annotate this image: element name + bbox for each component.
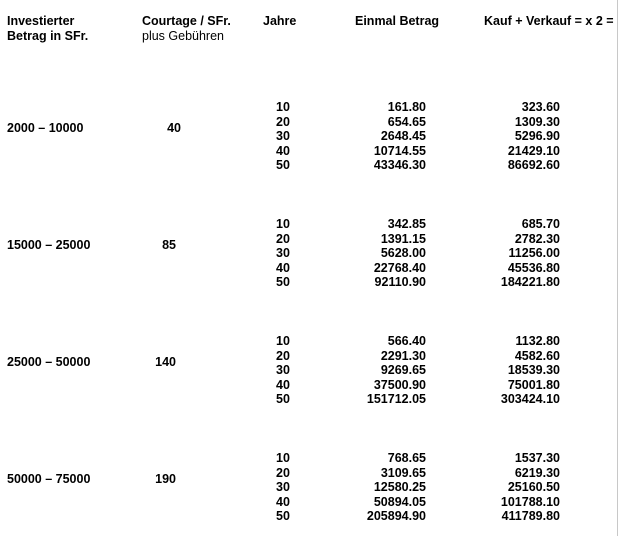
header-jahre: Jahre — [263, 14, 297, 28]
table-row — [0, 480, 617, 495]
einmal-cell: 2648.45 — [380, 129, 426, 144]
jahre-cell: 50 — [276, 158, 290, 173]
group-25000-50000 — [0, 334, 617, 414]
einmal-cell: 1391.15 — [380, 231, 426, 246]
kauf-verkauf-cell: 184221.80 — [500, 275, 560, 290]
range-label: 25000 – 50000 — [7, 355, 91, 369]
einmal-cell: 654.65 — [387, 114, 426, 129]
einmal-cell: 22768.40 — [373, 260, 426, 275]
header-investierter: Investierter — [7, 14, 75, 28]
kauf-verkauf-cell: 75001.80 — [507, 377, 560, 392]
group-2000-10000 — [0, 100, 617, 180]
table-row — [0, 363, 617, 378]
page-border — [617, 0, 618, 536]
table-row — [0, 509, 617, 524]
jahre-cell: 20 — [276, 231, 290, 246]
courtage-value: 140 — [155, 355, 176, 369]
header-plus-gebuehren: plus Gebühren — [142, 29, 225, 43]
kauf-verkauf-cell: 1309.30 — [514, 114, 560, 129]
kauf-verkauf-cell: 11256.00 — [508, 246, 560, 261]
table-row — [0, 334, 617, 349]
rows — [0, 217, 617, 290]
einmal-cell: 151712.05 — [366, 392, 426, 407]
kauf-verkauf-cell: 101788.10 — [500, 494, 560, 509]
table-row — [0, 466, 617, 481]
jahre-cell: 40 — [276, 494, 290, 509]
kauf-verkauf-cell: 5296.90 — [514, 129, 560, 144]
kauf-verkauf-cell: 2782.30 — [514, 231, 560, 246]
table-row — [0, 144, 617, 159]
group-50000-75000 — [0, 451, 617, 531]
jahre-cell: 10 — [276, 217, 290, 231]
jahre-cell: 40 — [276, 143, 290, 158]
kauf-verkauf-cell: 411789.80 — [501, 509, 560, 524]
einmal-cell: 43346.30 — [373, 158, 426, 173]
kauf-verkauf-cell: 323.60 — [521, 100, 560, 114]
table-row — [0, 392, 617, 407]
kauf-verkauf-cell: 303424.10 — [500, 392, 560, 407]
jahre-cell: 20 — [276, 114, 290, 129]
einmal-cell: 161.80 — [387, 100, 426, 114]
jahre-cell: 30 — [276, 480, 290, 495]
header-courtage: Courtage / SFr. — [142, 14, 231, 28]
jahre-cell: 20 — [276, 465, 290, 480]
einmal-cell: 12580.25 — [373, 480, 426, 495]
einmal-cell: 342.85 — [387, 217, 426, 231]
table-row — [0, 261, 617, 276]
jahre-cell: 50 — [276, 392, 290, 407]
table-row — [0, 246, 617, 261]
einmal-cell: 92110.90 — [374, 275, 426, 290]
courtage-value: 40 — [167, 121, 181, 135]
table-row — [0, 115, 617, 130]
range-label: 50000 – 75000 — [7, 472, 91, 486]
table-row — [0, 451, 617, 466]
jahre-cell: 50 — [276, 275, 290, 290]
rows — [0, 451, 617, 524]
rows — [0, 334, 617, 407]
einmal-cell: 50894.05 — [373, 494, 426, 509]
einmal-cell: 37500.90 — [373, 377, 426, 392]
courtage-value: 190 — [155, 472, 176, 486]
einmal-cell: 9269.65 — [380, 363, 426, 378]
jahre-cell: 30 — [276, 129, 290, 144]
jahre-cell: 10 — [276, 451, 290, 465]
group-15000-25000 — [0, 217, 617, 297]
range-label: 15000 – 25000 — [7, 238, 91, 252]
jahre-cell: 10 — [276, 100, 290, 114]
jahre-cell: 30 — [276, 246, 290, 261]
einmal-cell: 768.65 — [387, 451, 426, 465]
kauf-verkauf-cell: 25160.50 — [507, 480, 560, 495]
einmal-cell: 3109.65 — [380, 465, 426, 480]
kauf-verkauf-cell: 45536.80 — [507, 260, 560, 275]
table-row — [0, 378, 617, 393]
kauf-verkauf-cell: 18539.30 — [507, 363, 560, 378]
jahre-cell: 40 — [276, 260, 290, 275]
rows — [0, 100, 617, 173]
einmal-cell: 2291.30 — [380, 348, 426, 363]
jahre-cell: 40 — [276, 377, 290, 392]
table-row — [0, 217, 617, 232]
einmal-cell: 205894.90 — [366, 509, 426, 524]
courtage-value: 85 — [162, 238, 176, 252]
table-row — [0, 100, 617, 115]
table-row — [0, 275, 617, 290]
table-row — [0, 232, 617, 247]
jahre-cell: 50 — [276, 509, 290, 524]
table-row — [0, 349, 617, 364]
header-kauf-verkauf: Kauf + Verkauf = x 2 = — [484, 14, 614, 28]
kauf-verkauf-cell: 86692.60 — [507, 158, 560, 173]
kauf-verkauf-cell: 1132.80 — [515, 334, 560, 348]
table-row — [0, 495, 617, 510]
kauf-verkauf-cell: 1537.30 — [514, 451, 560, 465]
einmal-cell: 5628.00 — [380, 246, 426, 261]
table-row — [0, 158, 617, 173]
kauf-verkauf-cell: 21429.10 — [507, 143, 560, 158]
einmal-cell: 566.40 — [387, 334, 426, 348]
header-einmal-betrag: Einmal Betrag — [355, 14, 440, 28]
header-betrag-in-sfr: Betrag in SFr. — [7, 29, 89, 43]
kauf-verkauf-cell: 4582.60 — [514, 348, 560, 363]
kauf-verkauf-cell: 6219.30 — [514, 465, 560, 480]
einmal-cell: 10714.55 — [373, 143, 426, 158]
kauf-verkauf-cell: 685.70 — [521, 217, 560, 231]
range-label: 2000 – 10000 — [7, 121, 84, 135]
jahre-cell: 30 — [276, 363, 290, 378]
jahre-cell: 20 — [276, 348, 290, 363]
jahre-cell: 10 — [276, 334, 290, 348]
table-row — [0, 129, 617, 144]
